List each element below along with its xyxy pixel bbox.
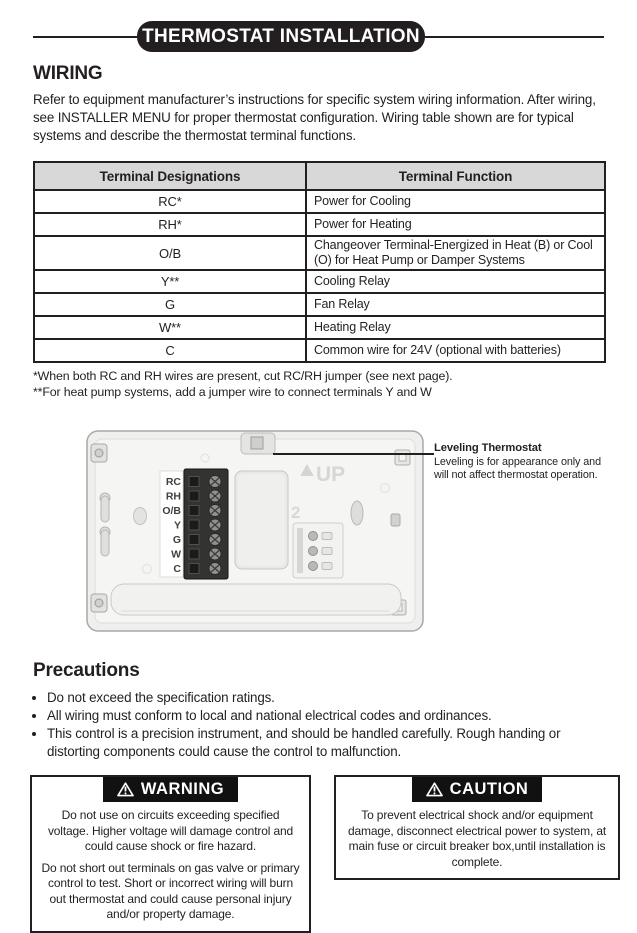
terminal-label-w: W	[171, 548, 181, 561]
table-row	[34, 213, 605, 236]
terminal-function: Changeover Terminal-Energized in Heat (B) or Cool (O) for Heat Pump or Damper Systems	[306, 236, 605, 270]
right-oval-slot	[351, 501, 363, 525]
page-banner	[33, 21, 604, 52]
terminal-designation: RH*	[34, 213, 306, 236]
banner-rule-left	[33, 36, 137, 38]
terminal-block	[184, 469, 228, 579]
table-row	[34, 270, 605, 293]
table-row	[34, 190, 605, 213]
terminal-label-ob: O/B	[162, 505, 181, 517]
right-small-hole	[391, 514, 400, 526]
thermostat-backplate-photo	[85, 428, 425, 635]
warning-triangle-icon	[117, 782, 134, 797]
wiring-heading: WIRING	[33, 63, 103, 84]
terminal-designation: O/B	[34, 236, 306, 270]
callout-line	[273, 453, 434, 455]
wiring-intro-text: Refer to equipment manufacturer’s instructions for specific system wiring information. After wiring, see INSTALLER MENU for proper thermostat configuration. Wiring table shown are for typical systems and describe the thermostat terminal functions.	[33, 92, 596, 143]
table-row	[34, 236, 605, 270]
callout-title: Leveling Thermostat	[434, 442, 542, 454]
caution-label: CAUTION	[449, 780, 529, 798]
connector-header	[293, 523, 343, 578]
col-header-designations: Terminal Designations	[34, 162, 306, 190]
warning-triangle-icon	[426, 782, 443, 797]
precaution-item: • Do not exceed the specification ratings.	[47, 689, 604, 707]
manual-page	[0, 21, 637, 930]
callout-body-line2: will not affect thermostat operation.	[434, 469, 598, 481]
terminal-designation: W**	[34, 316, 306, 339]
warning-text-1: Do not use on circuits exceeding specified voltage. Higher voltage will damage control and could cause shock or fire hazard.	[47, 808, 294, 853]
terminal-function: Common wire for 24V (optional with batteries)	[306, 339, 605, 362]
terminal-label-y: Y	[173, 519, 181, 532]
precautions-list	[33, 689, 604, 761]
table-row	[34, 316, 605, 339]
leveling-callout	[434, 442, 614, 483]
up-embossed-label: UP	[316, 463, 346, 486]
footnote-heat-pump: **For heat pump systems, add a jumper wire to connect terminals Y and W	[33, 385, 432, 399]
backplate-figure	[0, 428, 637, 638]
col-header-function: Terminal Function	[306, 162, 605, 190]
precautions-heading: Precautions	[33, 660, 140, 681]
table-footnotes	[33, 368, 637, 400]
terminal-designation: C	[34, 339, 306, 362]
terminal-function: Power for Heating	[306, 213, 605, 236]
terminal-label-rc: RC	[165, 476, 181, 488]
terminal-function: Heating Relay	[306, 316, 605, 339]
center-opening	[235, 471, 288, 569]
leveling-tab	[241, 433, 275, 454]
precaution-item: • All wiring must conform to local and national electrical codes and ordinances.	[47, 707, 604, 725]
table-header-row	[34, 162, 605, 190]
callout-body-line1: Leveling is for appearance only and	[434, 455, 601, 468]
mold-number-label: 2	[291, 503, 301, 522]
terminal-table	[33, 161, 606, 363]
warning-text-2: Do not short out terminals on gas valve or primary control to test. Short or incorrect wiring will burn out thermostat and could cause personal injury and/or property damage.	[41, 860, 300, 921]
banner-rule-right	[425, 36, 604, 38]
terminal-function: Cooling Relay	[306, 270, 605, 293]
caution-banner	[412, 777, 543, 802]
terminal-function: Power for Cooling	[306, 190, 605, 213]
table-row	[34, 293, 605, 316]
bottom-recess-bar	[111, 584, 401, 615]
warning-banner	[103, 777, 238, 802]
terminal-label-c: C	[173, 563, 181, 575]
caution-text: To prevent electrical shock and/or equipment damage, disconnect electrical power to system, at main fuse or circuit breaker box,until installation is complete.	[347, 808, 607, 869]
terminal-designation: G	[34, 293, 306, 316]
terminal-designation: Y**	[34, 270, 306, 293]
terminal-designation: RC*	[34, 190, 306, 213]
terminal-label-rh: RH	[165, 490, 181, 503]
terminal-label-g: G	[172, 534, 181, 546]
warning-label: WARNING	[140, 780, 225, 798]
footnote-rc-rh: *When both RC and RH wires are present, cut RC/RH jumper (see next page).	[33, 369, 453, 383]
table-row	[34, 339, 605, 362]
page-title: THERMOSTAT INSTALLATION	[137, 21, 425, 52]
precaution-item: • This control is a precision instrument, and should be handled carefully. Rough handing or distorting components could cause the control to malfunction.	[47, 725, 604, 761]
terminal-function: Fan Relay	[306, 293, 605, 316]
caution-box	[334, 775, 620, 880]
